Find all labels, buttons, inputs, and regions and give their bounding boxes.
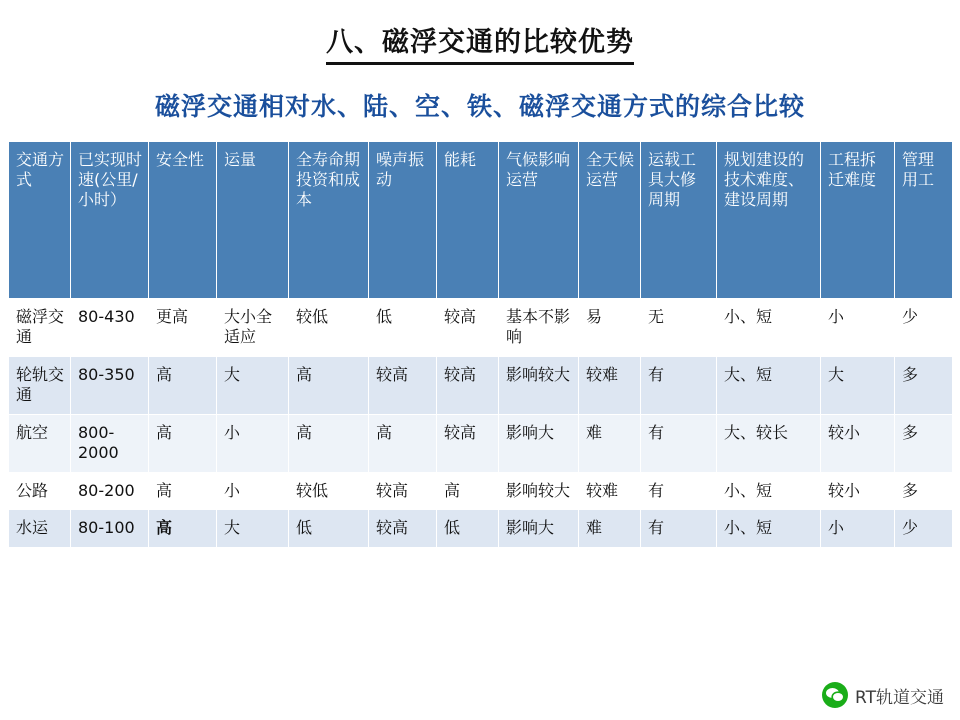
column-header-all-weather-operation: 全天候运营 xyxy=(579,142,641,299)
page-title xyxy=(0,0,960,65)
cell-demolition-difficulty: 小 xyxy=(821,299,895,357)
cell-transport-mode: 水运 xyxy=(9,510,71,547)
cell-overhaul-cycle: 有 xyxy=(641,510,717,547)
cell-planning-difficulty: 小、短 xyxy=(717,472,821,509)
cell-planning-difficulty: 大、较长 xyxy=(717,414,821,472)
cell-transport-mode: 航空 xyxy=(9,414,71,472)
cell-all-weather-operation: 较难 xyxy=(579,356,641,414)
table-header-row xyxy=(9,142,953,299)
column-header-achieved-speed: 已实现时速(公里/小时） xyxy=(71,142,149,299)
cell-planning-difficulty: 小、短 xyxy=(717,299,821,357)
cell-planning-difficulty: 小、短 xyxy=(717,510,821,547)
cell-overhaul-cycle: 有 xyxy=(641,356,717,414)
comparison-table xyxy=(8,141,953,548)
cell-noise-vibration: 较高 xyxy=(369,472,437,509)
cell-noise-vibration: 低 xyxy=(369,299,437,357)
column-header-weather-impact: 气候影响运营 xyxy=(499,142,579,299)
table-row xyxy=(9,356,953,414)
cell-management-labor: 多 xyxy=(895,356,953,414)
cell-safety: 高 xyxy=(149,510,217,547)
cell-energy-use: 较高 xyxy=(437,414,499,472)
cell-transport-mode: 轮轨交通 xyxy=(9,356,71,414)
cell-all-weather-operation: 易 xyxy=(579,299,641,357)
cell-management-labor: 多 xyxy=(895,472,953,509)
cell-weather-impact: 影响大 xyxy=(499,414,579,472)
cell-lifecycle-cost: 较低 xyxy=(289,472,369,509)
watermark-label: RT轨道交通 xyxy=(855,687,944,708)
column-header-noise-vibration: 噪声振动 xyxy=(369,142,437,299)
column-header-transport-mode: 交通方式 xyxy=(9,142,71,299)
cell-achieved-speed: 80-200 xyxy=(71,472,149,509)
column-header-energy-use: 能耗 xyxy=(437,142,499,299)
cell-safety: 更高 xyxy=(149,299,217,357)
column-header-planning-difficulty: 规划建设的技术难度、建设周期 xyxy=(717,142,821,299)
table-row xyxy=(9,414,953,472)
cell-capacity: 小 xyxy=(217,472,289,509)
cell-achieved-speed: 80-100 xyxy=(71,510,149,547)
cell-weather-impact: 影响较大 xyxy=(499,356,579,414)
cell-capacity: 大小全适应 xyxy=(217,299,289,357)
cell-lifecycle-cost: 高 xyxy=(289,356,369,414)
cell-noise-vibration: 较高 xyxy=(369,510,437,547)
cell-energy-use: 较高 xyxy=(437,356,499,414)
cell-demolition-difficulty: 较小 xyxy=(821,472,895,509)
cell-lifecycle-cost: 低 xyxy=(289,510,369,547)
cell-capacity: 小 xyxy=(217,414,289,472)
cell-safety: 高 xyxy=(149,414,217,472)
cell-overhaul-cycle: 有 xyxy=(641,414,717,472)
column-header-demolition-difficulty: 工程拆迁难度 xyxy=(821,142,895,299)
cell-capacity: 大 xyxy=(217,356,289,414)
cell-demolition-difficulty: 小 xyxy=(821,510,895,547)
cell-noise-vibration: 高 xyxy=(369,414,437,472)
wechat-icon xyxy=(822,682,848,708)
column-header-safety: 安全性 xyxy=(149,142,217,299)
cell-overhaul-cycle: 有 xyxy=(641,472,717,509)
cell-management-labor: 多 xyxy=(895,414,953,472)
cell-all-weather-operation: 较难 xyxy=(579,472,641,509)
cell-weather-impact: 影响大 xyxy=(499,510,579,547)
page-title-text: 八、磁浮交通的比较优势 xyxy=(326,20,634,65)
cell-achieved-speed: 80-430 xyxy=(71,299,149,357)
table-row xyxy=(9,472,953,509)
cell-transport-mode: 磁浮交通 xyxy=(9,299,71,357)
cell-demolition-difficulty: 大 xyxy=(821,356,895,414)
table-row xyxy=(9,510,953,547)
watermark xyxy=(822,682,944,708)
cell-weather-impact: 基本不影响 xyxy=(499,299,579,357)
cell-transport-mode: 公路 xyxy=(9,472,71,509)
cell-lifecycle-cost: 较低 xyxy=(289,299,369,357)
column-header-management-labor: 管理用工 xyxy=(895,142,953,299)
cell-demolition-difficulty: 较小 xyxy=(821,414,895,472)
cell-all-weather-operation: 难 xyxy=(579,510,641,547)
cell-achieved-speed: 800-2000 xyxy=(71,414,149,472)
table-row xyxy=(9,299,953,357)
cell-weather-impact: 影响较大 xyxy=(499,472,579,509)
cell-overhaul-cycle: 无 xyxy=(641,299,717,357)
cell-management-labor: 少 xyxy=(895,299,953,357)
cell-capacity: 大 xyxy=(217,510,289,547)
column-header-capacity: 运量 xyxy=(217,142,289,299)
cell-planning-difficulty: 大、短 xyxy=(717,356,821,414)
cell-energy-use: 高 xyxy=(437,472,499,509)
page-subtitle: 磁浮交通相对水、陆、空、铁、磁浮交通方式的综合比较 xyxy=(154,92,805,121)
column-header-overhaul-cycle: 运载工具大修周期 xyxy=(641,142,717,299)
cell-achieved-speed: 80-350 xyxy=(71,356,149,414)
cell-lifecycle-cost: 高 xyxy=(289,414,369,472)
cell-management-labor: 少 xyxy=(895,510,953,547)
cell-safety: 高 xyxy=(149,472,217,509)
cell-energy-use: 较高 xyxy=(437,299,499,357)
column-header-lifecycle-cost: 全寿命期投资和成本 xyxy=(289,142,369,299)
cell-noise-vibration: 较高 xyxy=(369,356,437,414)
cell-energy-use: 低 xyxy=(437,510,499,547)
cell-safety: 高 xyxy=(149,356,217,414)
cell-all-weather-operation: 难 xyxy=(579,414,641,472)
